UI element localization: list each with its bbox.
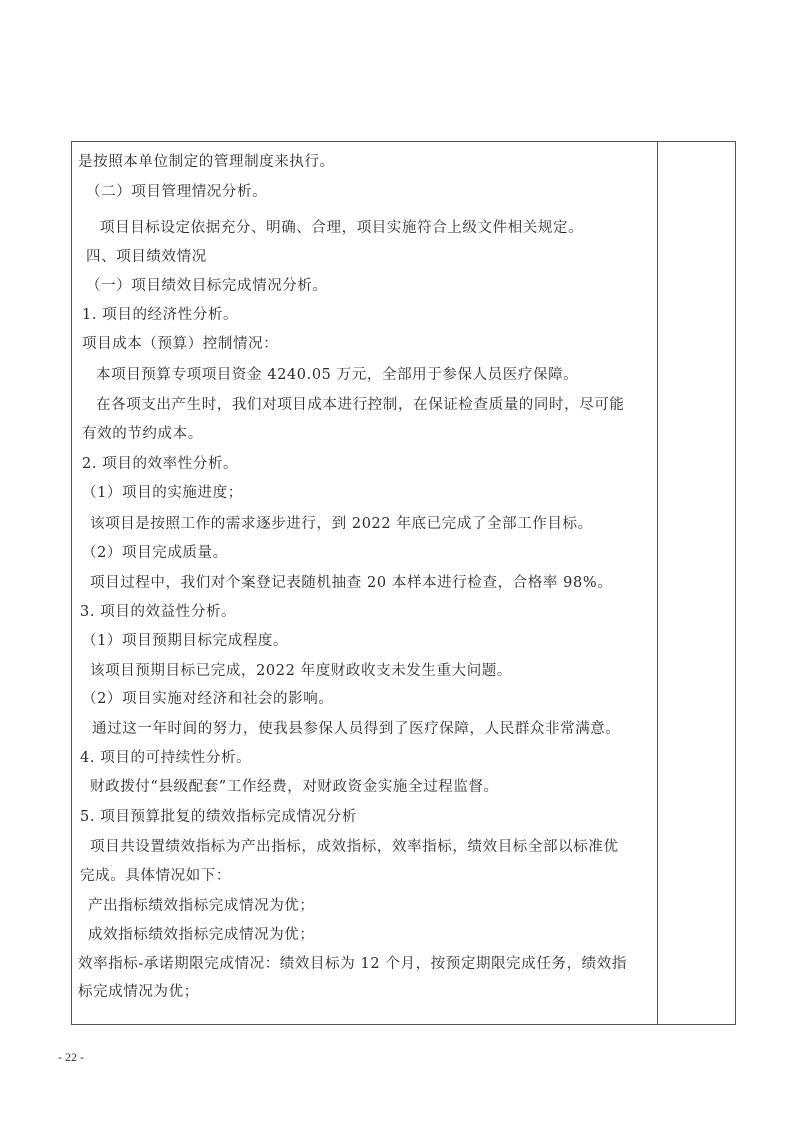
text-line: 有效的节约成本。 (82, 426, 203, 442)
text-line: 通过这一年时间的努力，使我县参保人员得到了医疗保障，人民群众非常满意。 (92, 721, 621, 737)
section-heading: 5. 项目预算批复的绩效指标完成情况分析 (80, 809, 357, 825)
section-heading: 四、项目绩效情况 (86, 249, 207, 265)
text-line: 该项目是按照工作的需求逐步进行，到 2022 年底已完成了全部工作目标。 (90, 516, 593, 532)
section-heading: 1. 项目的经济性分析。 (82, 307, 239, 323)
text-line: 完成。具体情况如下： (80, 868, 231, 884)
text-line: 产出指标绩效指标完成情况为优； (88, 898, 315, 914)
text-line: 在各项支出产生时，我们对项目成本进行控制，在保证检查质量的同时，尽可能 (96, 397, 625, 413)
text-line: 本项目预算专项项目资金 4240.05 万元，全部用于参保人员医疗保障。 (96, 367, 579, 383)
column-divider (657, 142, 658, 1024)
section-heading: （2）项目完成质量。 (82, 545, 228, 561)
section-heading: （二）项目管理情况分析。 (86, 184, 268, 200)
text-line: 项目成本（预算）控制情况： (82, 336, 279, 352)
text-line: 是按照本单位制定的管理制度来执行。 (78, 154, 335, 170)
text-line: 财政拨付“县级配套”工作经费，对财政资金实施全过程监督。 (90, 779, 499, 795)
page-number: - 22 - (58, 1050, 84, 1064)
section-heading: 4. 项目的可持续性分析。 (80, 750, 252, 766)
text-line: 项目目标设定依据充分、明确、合理，项目实施符合上级文件相关规定。 (100, 220, 584, 236)
section-heading: 2. 项目的效率性分析。 (82, 456, 239, 472)
text-line: 标完成情况为优； (78, 984, 199, 1000)
section-heading: 3. 项目的效益性分析。 (80, 604, 237, 620)
section-heading: （1）项目预期目标完成程度。 (82, 633, 289, 649)
text-line: 项目过程中，我们对个案登记表随机抽查 20 本样本进行检查，合格率 98%。 (90, 575, 613, 591)
section-heading: （一）项目绩效目标完成情况分析。 (86, 278, 328, 294)
section-heading: （1）项目的实施进度； (82, 485, 243, 501)
text-line: 效率指标-承诺期限完成情况：绩效目标为 12 个月，按预定期限完成任务，绩效指 (78, 956, 627, 972)
text-line: 成效指标绩效指标完成情况为优； (88, 927, 315, 943)
text-line: 该项目预期目标已完成，2022 年度财政收支未发生重大问题。 (90, 663, 513, 679)
section-heading: （2）项目实施对经济和社会的影响。 (82, 691, 334, 707)
text-line: 项目共设置绩效指标为产出指标，成效指标，效率指标，绩效目标全部以标准优 (90, 839, 619, 855)
